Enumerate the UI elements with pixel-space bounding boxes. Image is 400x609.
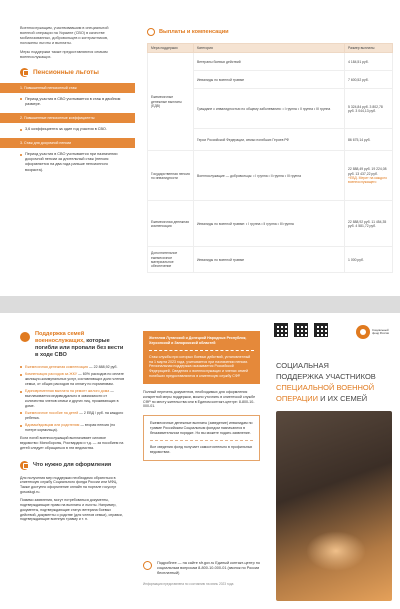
section-title-text: Пенсионные льготы [33,68,99,76]
title-orange: Поддержка семей военнослужащих, [35,331,85,344]
table-header-row [148,44,393,53]
sfr-logo-icon [356,325,370,339]
cover-title-line: ПОДДЕРЖКА УЧАСТНИКОВ [276,371,376,381]
support-paragraph: Меры поддержки также предоставляются семьям военнослужащих. [20,49,108,59]
qr-code-icon [314,323,328,337]
amount-cell: 5 324,84 руб. 3 802,78 руб. 3 044,13 руб. [345,89,393,129]
families-support-column [0,313,135,609]
amount-value: 22 888,49 руб. 19 224,08 руб. 13 437,22 руб. [348,167,387,176]
document-icon [20,68,29,77]
cover-title-line: СОЦИАЛЬНАЯ [276,361,329,370]
table-row [148,53,393,71]
logo-text: Социальный фонд России [372,327,390,335]
families-title [20,331,125,359]
table-row [148,247,393,273]
intro-text [20,26,123,60]
benefit-bar-1: 1. Повышенный пенсионный стаж [0,83,135,93]
how-to-text: Для получения мер поддержки необходимо обратиться в клиентскую службу Социального фонда России или МФЦ. Также доступно оформление онлайн на портале госуслуг gosuslugi.ru. [20,475,118,495]
support-item [20,365,125,370]
payments-title [147,28,400,36]
checklist-icon [20,461,29,470]
box-text-2: Все сведения фонд получает самостоятельно в профильных ведомствах. [150,444,253,454]
cover-title-line: И ИХ СЕМЕЙ [318,393,368,403]
table-row [148,151,393,201]
amount-cell: 22 888,92 руб. 11 454,35 руб. 4 581,72 руб. [345,201,393,247]
category-cell: Герои Российской Федерации, семьи погибших Героев РФ [194,129,345,151]
amount-cell: 4 184,51 руб. [345,53,393,71]
measure-cell: Дополнительное ежемесячное материальное обеспечение [148,247,194,273]
item-text: — 22 888,92 руб. [89,364,118,369]
support-item [20,372,125,387]
note-paragraph: Если погиб военнослужащий выплачивает силовое ведомство: Минобороны, Росгвардия и т.д. — за пособием на детей следует обращаться в эти ведомства. [20,436,124,450]
pension-benefits-column [0,0,135,296]
how-to-text-2: Помимо заявления, могут потребоваться документы, подтверждающие право на выплаты и льготы. Например, документы, подтверждающие статус ветерана боевых действий, документы о родстве (для членов семьи), справки, подтверждающие военную травму и т. п. [20,497,123,522]
regions-column [135,313,268,609]
cover-column [268,313,400,609]
contact-block [143,561,260,577]
auto-assign-box [143,415,260,460]
intro-paragraph: Военнослужащим, участвовавшим в специальной военной операции на Украине (СВО) в качестве мобилизованных, добровольцев и контрактников, положены льготы и выплаты. [20,26,109,46]
support-item [20,411,125,421]
item-label: Компенсация расходов за ЖКУ [25,372,78,377]
qr-code-icon [294,323,308,337]
category-cell: Инвалиды по военной травме [194,247,345,273]
benefit-item: Период участия в СВО учитывается в стаж в двойном размере. [20,97,123,107]
photo-glow [306,531,366,571]
qr-codes [274,323,328,337]
benefit-item: 3,6 коэффициента за один год участия в СВО. [20,127,123,132]
qr-code-icon [274,323,288,337]
contact-text: Подробнее — на сайте sfr.gov.ru Единый контакт-центр по социальным вопросам 8-800-10-000-01 (звонок по России бесплатный) [157,560,260,576]
brochure-outer-page [0,313,400,609]
measure-cell: Государственная пенсия по инвалидности [148,151,194,201]
hands-photo [276,411,392,601]
support-item [20,423,125,433]
box-text-1: Ежемесячные денежные выплаты (заведение) инвалидам по травме Российским Социальным фондом назначаются в беззаявительном порядке. Но вы можете подать заявление. [150,421,253,435]
measure-cell: Ежемесячные денежные выплаты (ЕДВ) [148,53,194,151]
divider [150,440,253,441]
item-text: — вторая пенсия (по потере кормильца). [25,423,116,433]
amount-cell: 7 600,52 руб. [345,71,393,89]
category-cell: Инвалиды по военной травме [194,71,345,89]
benefit-item: Период участия в СВО учитывается при назначении досрочной пенсии за длительный стаж (пенсия оформляется на два года раньше пенсионного возраста). [20,152,123,173]
divider [149,350,254,351]
info-text: Полный перечень документов, необходимых для оформления конкретной меры поддержки, можно уточнить в клиентской службе СФР по месту жительства или в Едином контакт-центре: 8-800-10-000-01. [143,389,256,409]
item-text: — выплачивается индивидуально в зависимости от количества членов семьи и других лиц, проживающих в доме. [25,389,119,408]
pension-section-title [20,68,123,77]
support-item [20,389,125,408]
category-cell: Ветераны боевых действий [194,53,345,71]
payments-table [147,43,393,273]
regions-title: Жителям Луганской и Донецкой Народных Республик, Херсонской и Запорожской областей [149,336,247,345]
category-cell: Инвалиды по военной травме: • I группа • II группа • III группа [194,201,345,247]
regions-text: Стаж службы при которых боевых действий, установленный на 1 марта 2023 года, учитывается при назначении пенсии. Региональная поддержка оказывается Российской Федерацией. Сведения о военнослужащих и членах семей погибших предоставляются в клиентскую службу СФР. [149,354,251,379]
info-icon [143,561,152,570]
cover-title-line: СПЕЦИАЛЬНОЙ ВОЕННОЙ [276,382,375,392]
amount-cell: 86 675,14 руб. [345,129,393,151]
sfr-logo [356,325,394,339]
category-cell: Граждане с инвалидностью по общему заболеванию: • I группа • II группа • III группа [194,89,345,129]
item-text: — 60% расходов по оплате жилищно-коммунальных услуг, составляющих доли членов семьи, от общих расходов на оплату по нормативам. [25,372,125,386]
amount-cell: 1 000 руб. [345,247,393,273]
ruble-icon [147,28,155,36]
how-to-title [20,461,125,470]
cover-title [276,361,376,405]
measure-cell: Ежемесячная денежная компенсация [148,201,194,247]
title-dark: которые погибли или пропали без вести в ходе СВО [35,337,124,358]
payments-title-text: Выплаты и компенсации [159,29,229,35]
amount-note: +ЕВД. Мерит на каждого военнослужащего [348,175,387,185]
family-icon [20,332,30,342]
item-label: Вдовам/вдовцам или родителям [25,423,80,428]
regions-box [143,331,260,384]
item-text: — 2 ЕВД / руб. на каждого ребенка. [25,411,124,421]
col-amount: Размер выплаты [345,44,393,53]
col-category: Категория [194,44,345,53]
item-label: Ежемесячная денежная компенсация [25,364,89,369]
how-to-title-text: Что нужно для оформления [33,462,112,469]
payments-column [135,0,400,296]
footnote: Информация представлена по состоянию на июнь 2023 года [143,582,234,587]
benefit-bar-2: 2. Повышенные пенсионные коэффициенты [0,113,135,123]
brochure-inner-page [0,0,400,296]
benefit-bar-3: 3. Стаж для досрочной пенсии [0,138,135,148]
col-measure: Мера поддержки [148,44,194,53]
families-title-text [35,331,125,359]
table-row [148,201,393,247]
amount-cell [345,151,393,201]
item-label: Единовременная выплата на ремонт жилого дома [25,389,110,394]
cover-title-line: ОПЕРАЦИИ [276,393,319,403]
item-label: Ежемесячное пособие на детей [25,411,79,416]
category-cell: Военнослужащие — добровольцы: • I группа • II группа • III группа [194,151,345,201]
